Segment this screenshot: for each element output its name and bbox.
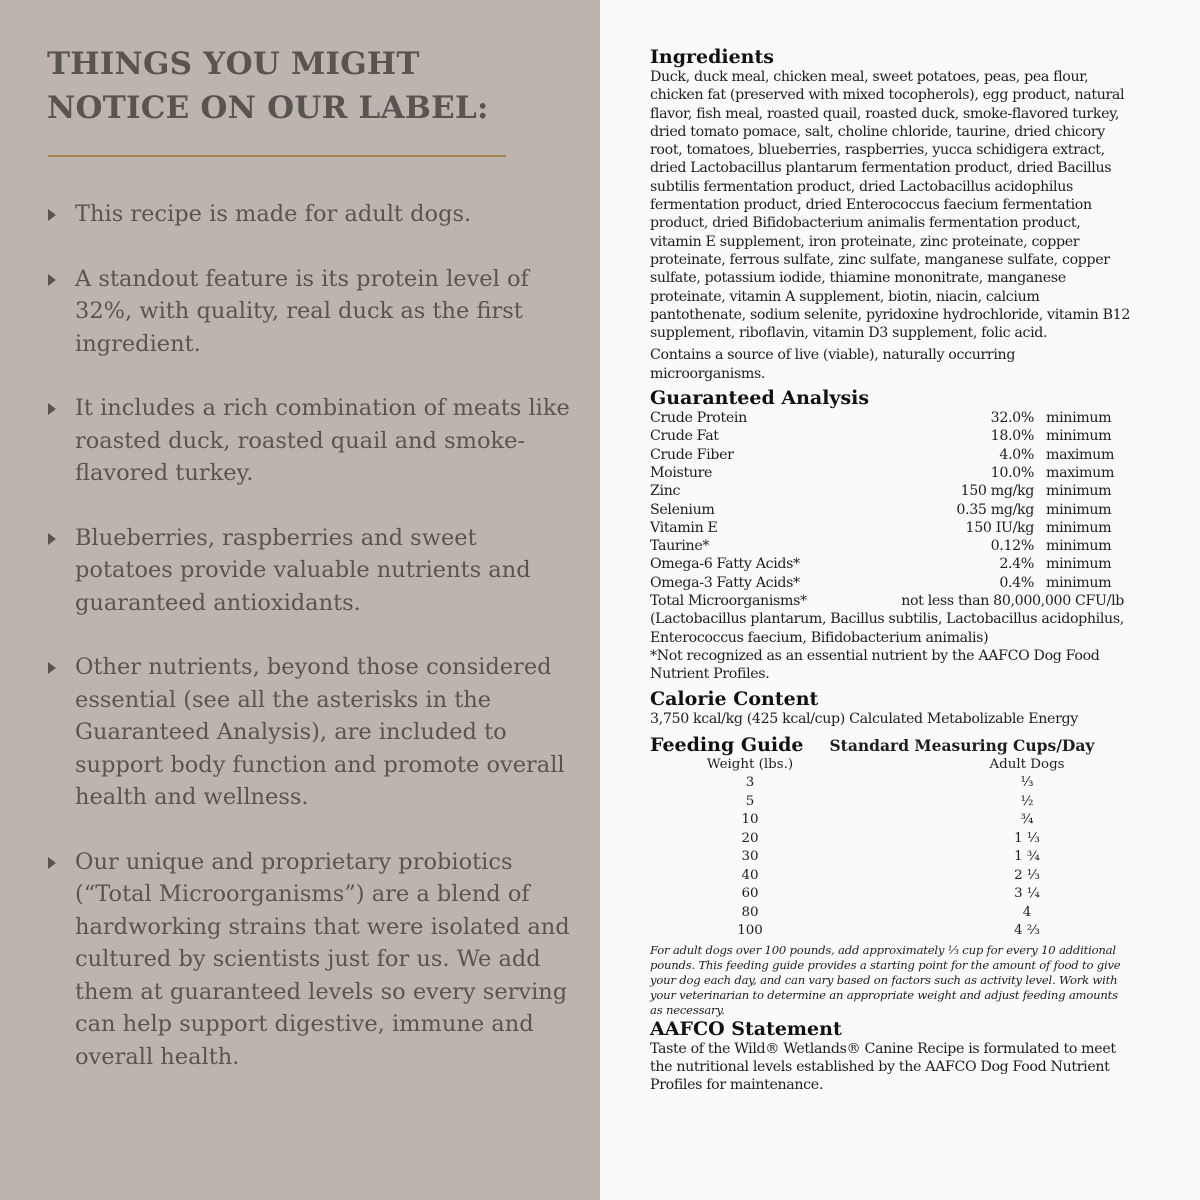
feature-text: Other nutrients, beyond those considered essential (see all the asterisks in the Guaranteed Analysis), are included to support body function and promote overall health and wellness. [75, 654, 565, 810]
nutrient-row [650, 501, 1124, 519]
feature-text: Blueberries, raspberries and sweet potatoes provide valuable nutrients and guaranteed antioxidants. [75, 524, 531, 616]
feeding-row [650, 811, 1124, 830]
microorganism-strains: (Lactobacillus plantarum, Bacillus subtilis, Lactobacillus acidophilus, Enterococcus faecium, Bifidobacterium animalis) [650, 611, 1124, 646]
cups-per-day: ⅓ [1020, 775, 1034, 791]
ingredients-list: Duck, duck meal, chicken meal, sweet potatoes, peas, pea flour, chicken fat (preserved with mixed tocopherols), egg product, natural flavor, fish meal, roasted quail, roasted duck, smoke-flavored turkey, dried tomato pomace, salt, choline chloride, taurine, dried chicory root, tomatoes, blueberries, raspberries, yucca schidigera extract, dried Lactobacillus plantarum fermentation product, dried Bacillus subtilis fermentation product, dried Lactobacillus acidophilus fermentation product, dried Enterococcus faecium fermentation product, dried Bifidobacterium animalis fermentation product, vitamin E supplement, iron proteinate, zinc proteinate, copper proteinate, ferrous sulfate, zinc sulfate, manganese sulfate, copper sulfate, potassium iodide, thiamine mononitrate, manganese proteinate, vitamin A supplement, biotin, niacin, calcium pantothenate, sodium selenite, pyridoxine hydrochloride, vitamin B12 supplement, riboflavin, vitamin D3 supplement, folic acid. [650, 69, 1131, 342]
dog-weight: 40 [741, 867, 759, 883]
feeding-header [650, 734, 1130, 756]
dog-weight: 100 [737, 923, 763, 939]
dog-weight: 3 [745, 775, 755, 791]
nutrient-name: Omega-3 Fatty Acids* [650, 574, 800, 591]
nutrient-qualifier: minimum [1046, 556, 1112, 573]
nutrient-qualifier: minimum [1046, 519, 1112, 536]
nutrient-value: 10.0% [990, 464, 1034, 481]
cups-per-day: 1 ⅓ [1014, 830, 1040, 846]
nutrient-value: 18.0% [990, 428, 1034, 445]
nutrient-name: Zinc [650, 483, 681, 500]
bullet-arrow-icon [48, 662, 56, 674]
nutrient-qualifier: maximum [1046, 446, 1115, 463]
nutrient-row [650, 464, 1124, 482]
feeding-row [650, 774, 1124, 793]
nutrient-row [650, 409, 1124, 427]
nutrient-name: Omega-6 Fatty Acids* [650, 556, 800, 573]
feeding-heading: Feeding Guide [650, 733, 804, 756]
nutrient-row [650, 574, 1124, 592]
cups-per-day: ½ [1020, 793, 1034, 809]
nutrient-qualifier: minimum [1046, 428, 1112, 445]
ingredients-heading: Ingredients [650, 46, 774, 68]
calorie-text: 3,750 kcal/kg (425 kcal/cup) Calculated Metabolizable Energy [650, 710, 1078, 727]
feeding-row [650, 793, 1124, 812]
dog-weight: 80 [741, 904, 759, 920]
nutrient-value: 2.4% [999, 556, 1034, 573]
guaranteed-analysis-heading: Guaranteed Analysis [650, 387, 870, 410]
feeding-row [650, 922, 1124, 941]
nutrient-name: Crude Protein [650, 410, 747, 427]
nutrient-row [650, 519, 1124, 537]
cups-per-day: 4 [1022, 904, 1032, 920]
feature-item [48, 522, 578, 620]
nutrient-name: Crude Fiber [650, 446, 734, 463]
nutrient-name: Vitamin E [650, 519, 718, 536]
cups-per-day: ¾ [1020, 812, 1034, 828]
feeding-row [650, 904, 1124, 923]
feeding-row [650, 848, 1124, 867]
nutrient-row [650, 537, 1124, 555]
feature-text: Our unique and proprietary probiotics (“Total Microorganisms”) are a blend of hardworking strains that were isolated and cultured by scientists just for us. We add them at guaranteed levels so every serving can help support digestive, immune and overall health. [75, 848, 570, 1070]
feature-item [48, 651, 578, 814]
guaranteed-analysis-table [650, 409, 1124, 592]
nutrient-value: 0.35 mg/kg [956, 501, 1034, 518]
weight-column-header: Weight (lbs.) [706, 756, 794, 772]
dog-weight: 30 [741, 849, 759, 865]
feeding-note: For adult dogs over 100 pounds, add approximately ⅓ cup for every 10 additional pounds. This feeding guide provides a starting point for the amount of food to give your dog each day, and can vary based on factors such as activity level. Work with your veterinarian to determine an appropriate weight and adjust feeding amounts as necessary. [650, 942, 1121, 1017]
feeding-subheading: Standard Measuring Cups/Day [829, 735, 1095, 755]
nutrient-qualifier: minimum [1046, 483, 1112, 500]
nutrient-qualifier: minimum [1046, 501, 1112, 518]
nutrient-value: 32.0% [990, 410, 1034, 427]
microorganisms-row [650, 592, 1124, 610]
nutrient-row [650, 482, 1124, 500]
calorie-heading: Calorie Content [650, 687, 819, 710]
bullet-arrow-icon [48, 274, 56, 286]
dog-weight: 5 [745, 793, 755, 809]
nutrient-qualifier: maximum [1046, 464, 1115, 481]
heading-divider [48, 155, 506, 157]
feature-item [48, 198, 578, 231]
feature-item [48, 392, 578, 490]
feature-item [48, 263, 578, 361]
bullet-arrow-icon [48, 209, 56, 221]
ga-footnote: *Not recognized as an essential nutrient by the AAFCO Dog Food Nutrient Profiles. [650, 647, 1100, 683]
nutrient-row [650, 555, 1124, 573]
bullet-arrow-icon [48, 857, 56, 869]
probiotic-note: Contains a source of live (viable), naturally occurring microorganisms. [650, 347, 1016, 382]
cups-per-day: 3 ¼ [1014, 886, 1040, 902]
feature-list [48, 198, 578, 1105]
feeding-row [650, 830, 1124, 849]
nutrient-value: 150 IU/kg [965, 519, 1034, 536]
nutrient-qualifier: minimum [1046, 538, 1112, 555]
nutrient-value: 4.0% [999, 446, 1034, 463]
panel-heading: THINGS YOU MIGHT NOTICE ON OUR LABEL: [47, 46, 489, 126]
cups-per-day: 2 ⅓ [1014, 867, 1040, 883]
feature-text: It includes a rich combination of meats like roasted duck, roasted quail and smoke-flavored turkey. [75, 395, 570, 486]
nutrition-label [650, 46, 1130, 1095]
nutrient-qualifier: minimum [1046, 574, 1112, 591]
feature-text: This recipe is made for adult dogs. [75, 201, 472, 227]
nutrient-value: 0.12% [990, 538, 1034, 555]
feature-text: A standout feature is its protein level of 32%, with quality, real duck as the first ingredient. [75, 265, 529, 357]
nutrient-name: Crude Fat [650, 428, 719, 445]
nutrient-name: Selenium [650, 501, 715, 518]
cups-per-day: 1 ¾ [1014, 849, 1040, 865]
dog-weight: 60 [741, 886, 759, 902]
cups-column-header: Adult Dogs [989, 756, 1065, 772]
dog-weight: 10 [741, 812, 759, 828]
bullet-arrow-icon [48, 403, 56, 415]
dog-weight: 20 [741, 830, 759, 846]
bullet-arrow-icon [48, 533, 56, 545]
nutrient-row [650, 427, 1124, 445]
cups-per-day: 4 ⅔ [1014, 923, 1040, 939]
nutrient-name: Total Microorganisms* [650, 593, 807, 610]
feeding-row [650, 885, 1124, 904]
aafco-statement: Taste of the Wild® Wetlands® Canine Recipe is formulated to meet the nutritional levels established by the AAFCO Dog Food Nutrient Profiles for maintenance. [650, 1040, 1116, 1094]
nutrient-name: Taurine* [650, 538, 710, 555]
feeding-table [650, 756, 1124, 941]
aafco-heading: AAFCO Statement [650, 1017, 842, 1040]
nutrient-value: 150 mg/kg [960, 483, 1034, 500]
feeding-row [650, 867, 1124, 886]
nutrient-value: not less than 80,000,000 CFU/lb [901, 593, 1124, 610]
nutrient-name: Moisture [650, 464, 713, 481]
nutrient-qualifier: minimum [1046, 410, 1112, 427]
nutrient-row [650, 446, 1124, 464]
nutrient-value: 0.4% [999, 574, 1034, 591]
feature-item [48, 846, 578, 1074]
